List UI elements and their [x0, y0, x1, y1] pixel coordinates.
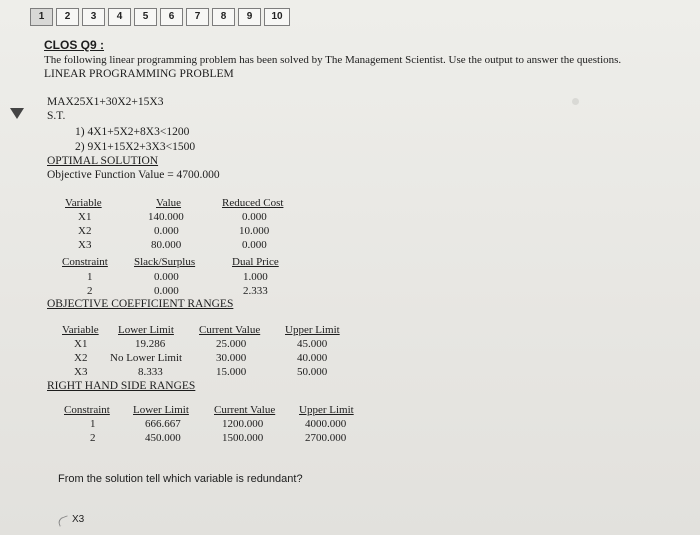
- objective-value: Objective Function Value = 4700.000: [47, 169, 220, 181]
- table-cell: 1: [90, 418, 96, 430]
- question-4-button[interactable]: 4: [108, 8, 131, 26]
- answer-option-x3[interactable]: X3: [72, 514, 85, 525]
- con-header-constraint: Constraint: [62, 256, 108, 268]
- table-cell: 4000.000: [305, 418, 347, 430]
- obj-header-upper: Upper Limit: [285, 324, 340, 336]
- table-cell: 2: [87, 285, 93, 297]
- table-cell: X3: [74, 366, 88, 378]
- question-1-button[interactable]: 1: [30, 8, 53, 26]
- question-3-button[interactable]: 3: [82, 8, 105, 26]
- question-title: CLOS Q9 :: [44, 38, 105, 52]
- optimal-solution-heading: OPTIMAL SOLUTION: [47, 155, 159, 167]
- table-cell: X2: [78, 225, 92, 237]
- table-cell: 45.000: [297, 338, 328, 350]
- question-7-button[interactable]: 7: [186, 8, 209, 26]
- table-cell: 50.000: [297, 366, 328, 378]
- table-cell: 0.000: [154, 225, 179, 237]
- table-cell: 10.000: [239, 225, 270, 237]
- table-cell: 2700.000: [305, 432, 347, 444]
- table-cell: 1200.000: [222, 418, 264, 430]
- question-6-button[interactable]: 6: [160, 8, 183, 26]
- rhs-header-constraint: Constraint: [64, 404, 110, 416]
- con-header-dual-price: Dual Price: [232, 256, 279, 268]
- obj-header-current: Current Value: [199, 324, 261, 336]
- question-navigator: [30, 8, 290, 26]
- table-cell: 140.000: [148, 211, 184, 223]
- obj-header-lower: Lower Limit: [118, 324, 174, 336]
- problem-heading: LINEAR PROGRAMMING PROBLEM: [44, 68, 234, 80]
- table-cell: 25.000: [216, 338, 247, 350]
- question-prompt: From the solution tell which variable is redundant?: [58, 473, 303, 485]
- constraint-2: 2) 9X1+15X2+3X3<1500: [75, 141, 196, 153]
- question-intro: The following linear programming problem has been solved by The Management Scientist. Use the output to answer the questions.: [44, 54, 622, 66]
- question-9-button[interactable]: 9: [238, 8, 261, 26]
- table-cell: 8.333: [138, 366, 163, 378]
- answer-radio-icon[interactable]: [57, 515, 70, 526]
- question-10-button[interactable]: 10: [264, 8, 290, 26]
- flag-icon[interactable]: [10, 108, 24, 119]
- table-cell: 40.000: [297, 352, 328, 364]
- rhs-ranges-heading: RIGHT HAND SIDE RANGES: [47, 380, 196, 392]
- table-cell: 2: [90, 432, 96, 444]
- question-5-button[interactable]: 5: [134, 8, 157, 26]
- table-cell: 1: [87, 271, 93, 283]
- rhs-header-current: Current Value: [214, 404, 276, 416]
- rhs-header-lower: Lower Limit: [133, 404, 189, 416]
- var-header-variable: Variable: [65, 197, 102, 209]
- table-cell: 450.000: [145, 432, 181, 444]
- objective-ranges-heading: OBJECTIVE COEFFICIENT RANGES: [47, 298, 234, 310]
- table-cell: 0.000: [154, 285, 179, 297]
- var-header-value: Value: [156, 197, 182, 209]
- table-cell: X1: [78, 211, 92, 223]
- table-cell: 15.000: [216, 366, 247, 378]
- constraint-1: 1) 4X1+5X2+8X3<1200: [75, 126, 190, 138]
- table-cell: 2.333: [243, 285, 268, 297]
- subject-to-label: S.T.: [47, 110, 66, 122]
- var-header-reduced-cost: Reduced Cost: [222, 197, 284, 209]
- table-cell: 1.000: [243, 271, 268, 283]
- table-cell: X3: [78, 239, 92, 251]
- obj-header-variable: Variable: [62, 324, 99, 336]
- table-cell: 19.286: [135, 338, 166, 350]
- table-cell: X2: [74, 352, 88, 364]
- rhs-header-upper: Upper Limit: [299, 404, 354, 416]
- table-cell: 80.000: [151, 239, 182, 251]
- con-header-slack: Slack/Surplus: [134, 256, 196, 268]
- objective-function: MAX25X1+30X2+15X3: [47, 96, 164, 108]
- marker-dot-icon: [572, 98, 579, 105]
- table-cell: 0.000: [154, 271, 179, 283]
- table-cell: 30.000: [216, 352, 247, 364]
- question-8-button[interactable]: 8: [212, 8, 235, 26]
- table-cell: No Lower Limit: [110, 352, 183, 364]
- table-cell: 0.000: [242, 239, 267, 251]
- table-cell: 666.667: [145, 418, 181, 430]
- table-cell: 1500.000: [222, 432, 264, 444]
- question-2-button[interactable]: 2: [56, 8, 79, 26]
- table-cell: 0.000: [242, 211, 267, 223]
- table-cell: X1: [74, 338, 88, 350]
